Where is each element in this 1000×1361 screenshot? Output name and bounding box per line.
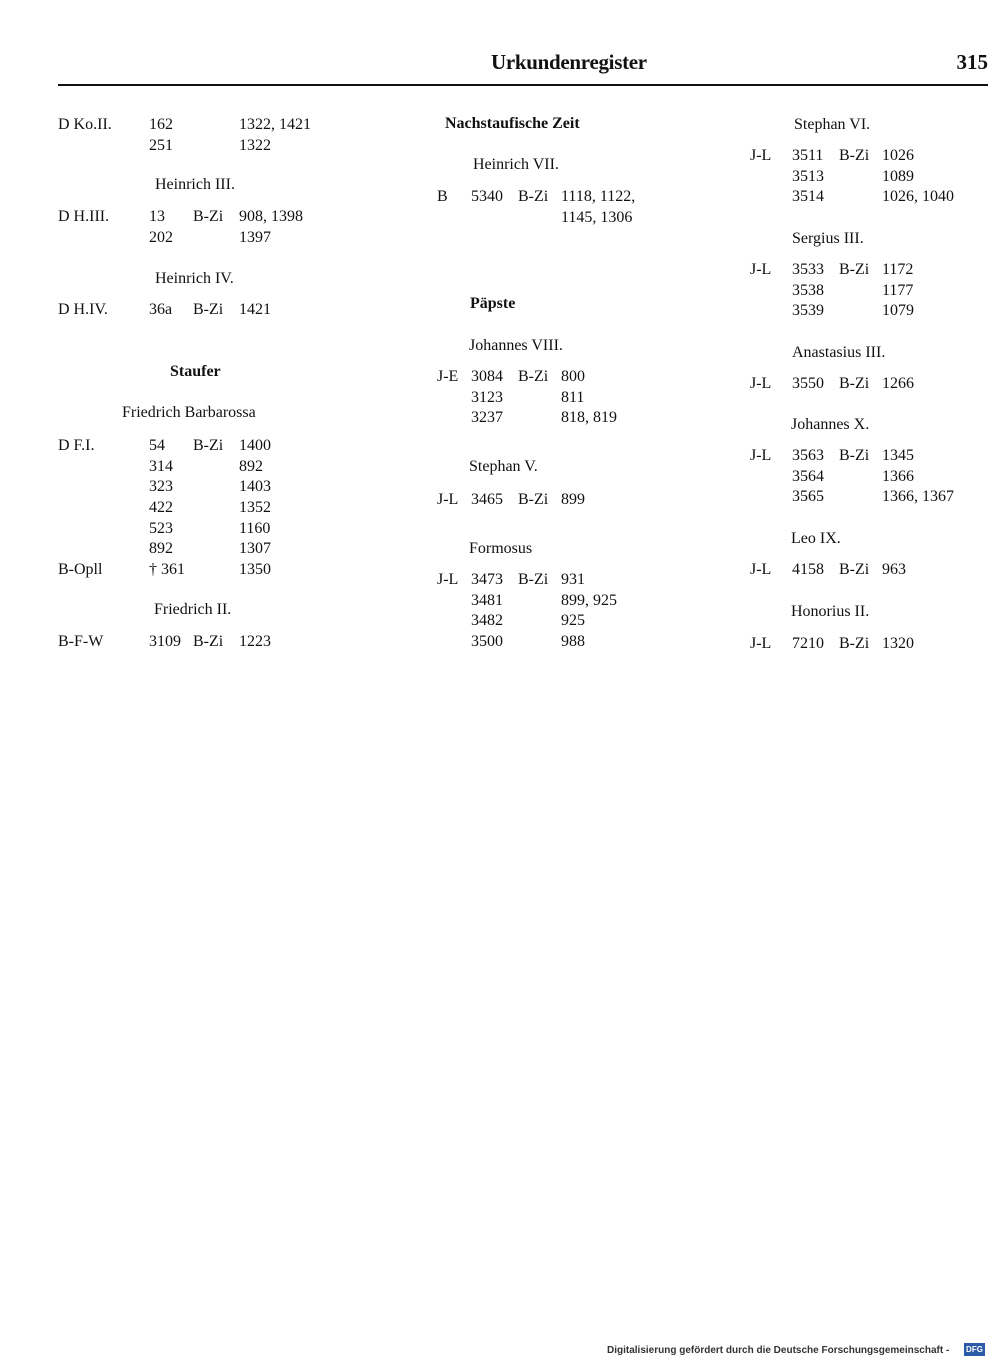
source-siglum: B-Zi bbox=[839, 561, 870, 578]
dfg-logo: DFG bbox=[964, 1343, 985, 1356]
entry-row bbox=[0, 167, 1000, 188]
register-heading: Heinrich VII. bbox=[473, 156, 559, 173]
document-number: 3511 bbox=[792, 147, 824, 164]
document-number: 3123 bbox=[471, 388, 503, 406]
entry-row bbox=[0, 467, 1000, 488]
header-rule bbox=[58, 84, 988, 86]
register-heading: Sergius III. bbox=[792, 230, 864, 247]
document-number: 3565 bbox=[792, 488, 824, 506]
source-siglum: B-Zi bbox=[518, 368, 549, 385]
register-heading: Anastasius III. bbox=[792, 344, 886, 361]
reference-numbers: 1118, 1122, bbox=[561, 188, 636, 205]
edition-siglum: J-L bbox=[750, 147, 772, 164]
source-siglum: B-Zi bbox=[518, 571, 549, 588]
edition-siglum: B bbox=[437, 188, 448, 205]
document-number: 5340 bbox=[471, 188, 503, 205]
page-number: 315 bbox=[956, 50, 988, 74]
source-siglum: B-Zi bbox=[193, 437, 224, 454]
source-siglum: B-Zi bbox=[193, 633, 224, 650]
document-number: 523 bbox=[149, 519, 173, 537]
edition-siglum: B-Opll bbox=[58, 561, 103, 579]
register-heading: Leo IX. bbox=[791, 530, 841, 547]
entry-row bbox=[0, 634, 1000, 655]
source-siglum: B-Zi bbox=[193, 301, 224, 318]
register-heading: Heinrich III. bbox=[155, 176, 235, 193]
document-number: 3533 bbox=[792, 261, 824, 278]
source-siglum: B-Zi bbox=[518, 491, 549, 508]
register-heading: Johannes VIII. bbox=[469, 337, 563, 354]
document-number: 7210 bbox=[792, 635, 824, 652]
reference-numbers: 988 bbox=[561, 633, 585, 651]
document-number: 3550 bbox=[792, 375, 824, 392]
entry-row bbox=[0, 187, 1000, 208]
source-siglum: B-Zi bbox=[839, 375, 870, 392]
document-number: 3465 bbox=[471, 491, 503, 508]
entry-group bbox=[0, 560, 1000, 581]
source-siglum: B-Zi bbox=[839, 447, 870, 464]
edition-siglum: D F.I. bbox=[58, 437, 95, 454]
edition-siglum: J-L bbox=[437, 491, 459, 508]
entry-row bbox=[0, 208, 1000, 229]
reference-numbers: 1322, 1421 bbox=[239, 116, 311, 133]
document-number: 54 bbox=[149, 437, 165, 454]
register-heading: Friedrich II. bbox=[154, 601, 232, 618]
reference-numbers: 1177 bbox=[882, 281, 914, 299]
register-heading: Honorius II. bbox=[791, 603, 870, 620]
document-number: 3563 bbox=[792, 447, 824, 464]
source-siglum: B-Zi bbox=[839, 635, 870, 652]
edition-siglum: B-F-W bbox=[58, 633, 104, 650]
document-number: 3539 bbox=[792, 302, 824, 320]
source-siglum: B-Zi bbox=[193, 208, 224, 225]
edition-siglum: J-L bbox=[750, 635, 772, 652]
document-number: 3109 bbox=[149, 633, 181, 650]
entry-row bbox=[0, 301, 1000, 322]
entry-row bbox=[0, 146, 1000, 167]
register-heading: Johannes X. bbox=[791, 416, 870, 433]
document-number: 314 bbox=[149, 457, 173, 475]
reference-numbers: 1400 bbox=[239, 437, 271, 454]
reference-numbers: 1266 bbox=[882, 375, 914, 392]
document-number: 3473 bbox=[471, 571, 503, 588]
document-number: 251 bbox=[149, 136, 173, 154]
document-number: 3514 bbox=[792, 188, 824, 206]
entry-group bbox=[0, 260, 1000, 322]
edition-siglum: J-L bbox=[750, 561, 772, 578]
register-heading: Heinrich IV. bbox=[155, 270, 234, 287]
page-header bbox=[58, 48, 988, 88]
reference-numbers: 1320 bbox=[882, 635, 914, 652]
entry-group bbox=[0, 374, 1000, 395]
document-number: 323 bbox=[149, 478, 173, 496]
document-number: 202 bbox=[149, 228, 173, 246]
reference-numbers: 1366, 1367 bbox=[882, 488, 954, 506]
section-title: Staufer bbox=[170, 363, 221, 380]
register-heading: Stephan V. bbox=[469, 458, 538, 475]
source-siglum: B-Zi bbox=[518, 188, 549, 205]
document-number: 4158 bbox=[792, 561, 824, 578]
register-heading: Formosus bbox=[469, 540, 533, 557]
reference-numbers: 908, 1398 bbox=[239, 208, 303, 225]
edition-siglum: D Ko.II. bbox=[58, 116, 112, 133]
document-number: 3482 bbox=[471, 612, 503, 630]
entry-row bbox=[0, 446, 1000, 467]
reference-numbers: 811 bbox=[561, 388, 585, 406]
reference-numbers: 1397 bbox=[239, 228, 271, 246]
document-number: 422 bbox=[149, 499, 173, 517]
edition-siglum: J-E bbox=[437, 368, 459, 385]
reference-numbers: 1089 bbox=[882, 167, 914, 185]
document-number: 162 bbox=[149, 116, 173, 133]
register-heading: Stephan VI. bbox=[794, 116, 871, 133]
reference-numbers: 1026 bbox=[882, 147, 914, 164]
edition-siglum: D H.IV. bbox=[58, 301, 108, 318]
reference-numbers: 1079 bbox=[882, 302, 914, 320]
document-number: 3481 bbox=[471, 591, 503, 609]
reference-numbers: 1366 bbox=[882, 467, 914, 485]
reference-numbers: 1145, 1306 bbox=[561, 208, 633, 226]
source-siglum: B-Zi bbox=[839, 261, 870, 278]
document-number: 3564 bbox=[792, 467, 824, 485]
running-title: Urkundenregister bbox=[491, 50, 647, 74]
edition-siglum: J-L bbox=[750, 375, 772, 392]
document-number: 36a bbox=[149, 301, 173, 318]
reference-numbers: 1421 bbox=[239, 301, 271, 318]
digitization-credit: Digitalisierung gefördert durch die Deutsche Forschungsgemeinschaft - bbox=[607, 1345, 950, 1356]
reference-numbers: 800 bbox=[561, 368, 585, 385]
document-number: 3513 bbox=[792, 167, 824, 185]
entry-row bbox=[0, 281, 1000, 302]
entry-group bbox=[0, 634, 1000, 655]
reference-numbers: 818, 819 bbox=[561, 409, 617, 427]
reference-numbers: 931 bbox=[561, 571, 585, 588]
edition-siglum: J-L bbox=[750, 261, 772, 278]
reference-numbers: 1350 bbox=[239, 561, 271, 579]
reference-numbers: 1172 bbox=[882, 261, 914, 278]
entry-row bbox=[0, 560, 1000, 581]
entry-group bbox=[0, 146, 1000, 208]
reference-numbers: 1026, 1040 bbox=[882, 188, 954, 206]
reference-numbers: 1223 bbox=[239, 633, 271, 650]
entry-group bbox=[0, 446, 1000, 508]
document-number: 3237 bbox=[471, 409, 503, 427]
reference-numbers: 1160 bbox=[239, 519, 271, 537]
section-title: Päpste bbox=[470, 295, 516, 312]
register-heading: Friedrich Barbarossa bbox=[122, 404, 256, 421]
reference-numbers: 899, 925 bbox=[561, 591, 617, 609]
reference-numbers: 1403 bbox=[239, 478, 271, 496]
reference-numbers: 892 bbox=[239, 457, 263, 475]
entry-row bbox=[0, 519, 1000, 540]
document-number: † 361 bbox=[149, 561, 185, 579]
edition-siglum: J-L bbox=[437, 571, 459, 588]
document-number: 892 bbox=[149, 540, 173, 558]
reference-numbers: 1352 bbox=[239, 499, 271, 517]
entry-row bbox=[0, 487, 1000, 508]
reference-numbers: 1345 bbox=[882, 447, 914, 464]
source-siglum: B-Zi bbox=[839, 147, 870, 164]
entry-row bbox=[0, 260, 1000, 281]
document-number: 13 bbox=[149, 208, 165, 225]
edition-siglum: J-L bbox=[750, 447, 772, 464]
reference-numbers: 963 bbox=[882, 561, 906, 578]
document-number: 3538 bbox=[792, 281, 824, 299]
document-number: 3500 bbox=[471, 633, 503, 651]
reference-numbers: 925 bbox=[561, 612, 585, 630]
reference-numbers: 1307 bbox=[239, 540, 271, 558]
edition-siglum: D H.III. bbox=[58, 208, 110, 225]
section-title: Nachstaufische Zeit bbox=[445, 115, 580, 132]
document-number: 3084 bbox=[471, 368, 503, 385]
reference-numbers: 1322 bbox=[239, 136, 271, 154]
entry-row bbox=[0, 374, 1000, 395]
reference-numbers: 899 bbox=[561, 491, 585, 508]
